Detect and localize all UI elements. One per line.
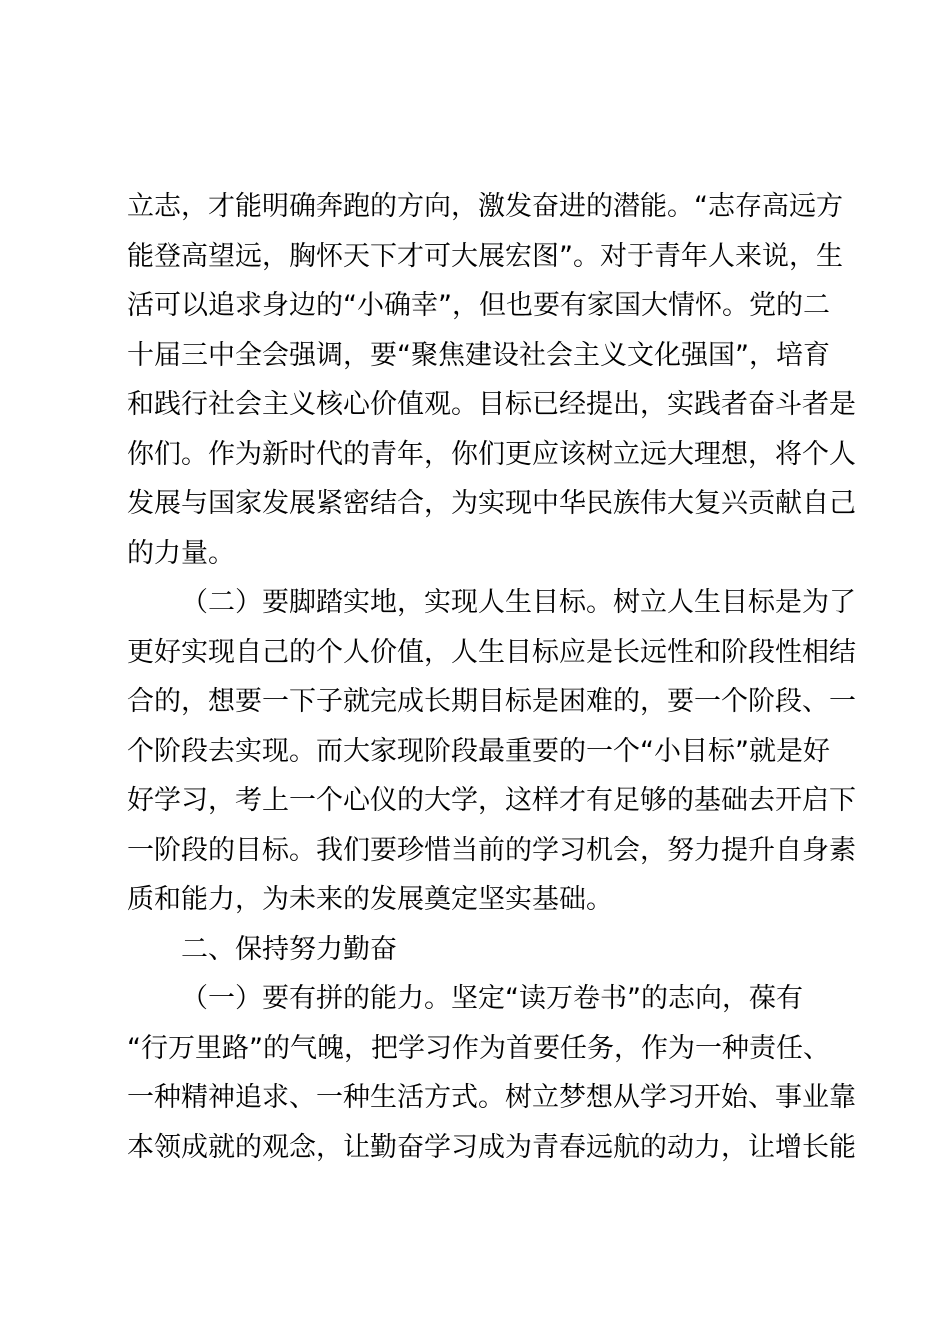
text-line: 你们。作为新时代的青年，你们更应该树立远大理想，将个人 [127, 438, 856, 470]
text-line: 本领成就的观念，让勤奋学习成为青春远航的动力，让增长能 [127, 1131, 856, 1163]
text-line: 好学习，考上一个心仪的大学，这样才有足够的基础去开启下 [127, 785, 856, 816]
document-body [127, 182, 856, 1172]
paragraph-start-line: （二）要脚踏实地，实现人生目标。树立人生目标是为了 [181, 587, 856, 618]
text-line: 质和能力，为未来的发展奠定坚实基础。 [127, 884, 613, 915]
text-line: 立志，才能明确奔跑的方向，激发奋进的潜能。“志存高远方 [127, 191, 843, 222]
text-line: 活可以追求身边的“小确幸”，但也要有家国大情怀。党的二 [127, 290, 830, 321]
text-line: 更好实现自己的个人价值，人生目标应是长远性和阶段性相结 [127, 636, 856, 668]
text-line: 合的，想要一下子就完成长期目标是困难的，要一个阶段、一 [127, 686, 856, 717]
text-line: “行万里路”的气魄，把学习作为首要任务，作为一种责任、 [127, 1032, 830, 1064]
text-line: 一种精神追求、一种生活方式。树立梦想从学习开始、事业靠 [127, 1082, 856, 1113]
text-line: 十届三中全会强调，要“聚焦建设社会主义文化强国”，培育 [127, 339, 830, 371]
section-heading: 二、保持努力勤奋 [181, 933, 397, 965]
text-line: 一阶段的目标。我们要珍惜当前的学习机会，努力提升自身素 [127, 834, 856, 866]
text-line: 和践行社会主义核心价值观。目标已经提出，实践者奋斗者是 [127, 389, 856, 420]
text-line: 发展与国家发展紧密结合，为实现中华民族伟大复兴贡献自己 [127, 488, 856, 519]
text-line: 能登高望远，胸怀天下才可大展宏图”。对于青年人来说，生 [127, 240, 843, 272]
paragraph-start-line: （一）要有拼的能力。坚定“读万卷书”的志向，葆有 [181, 983, 803, 1014]
text-line: 的力量。 [127, 537, 235, 569]
text-line: 个阶段去实现。而大家现阶段最重要的一个“小目标”就是好 [127, 735, 830, 767]
